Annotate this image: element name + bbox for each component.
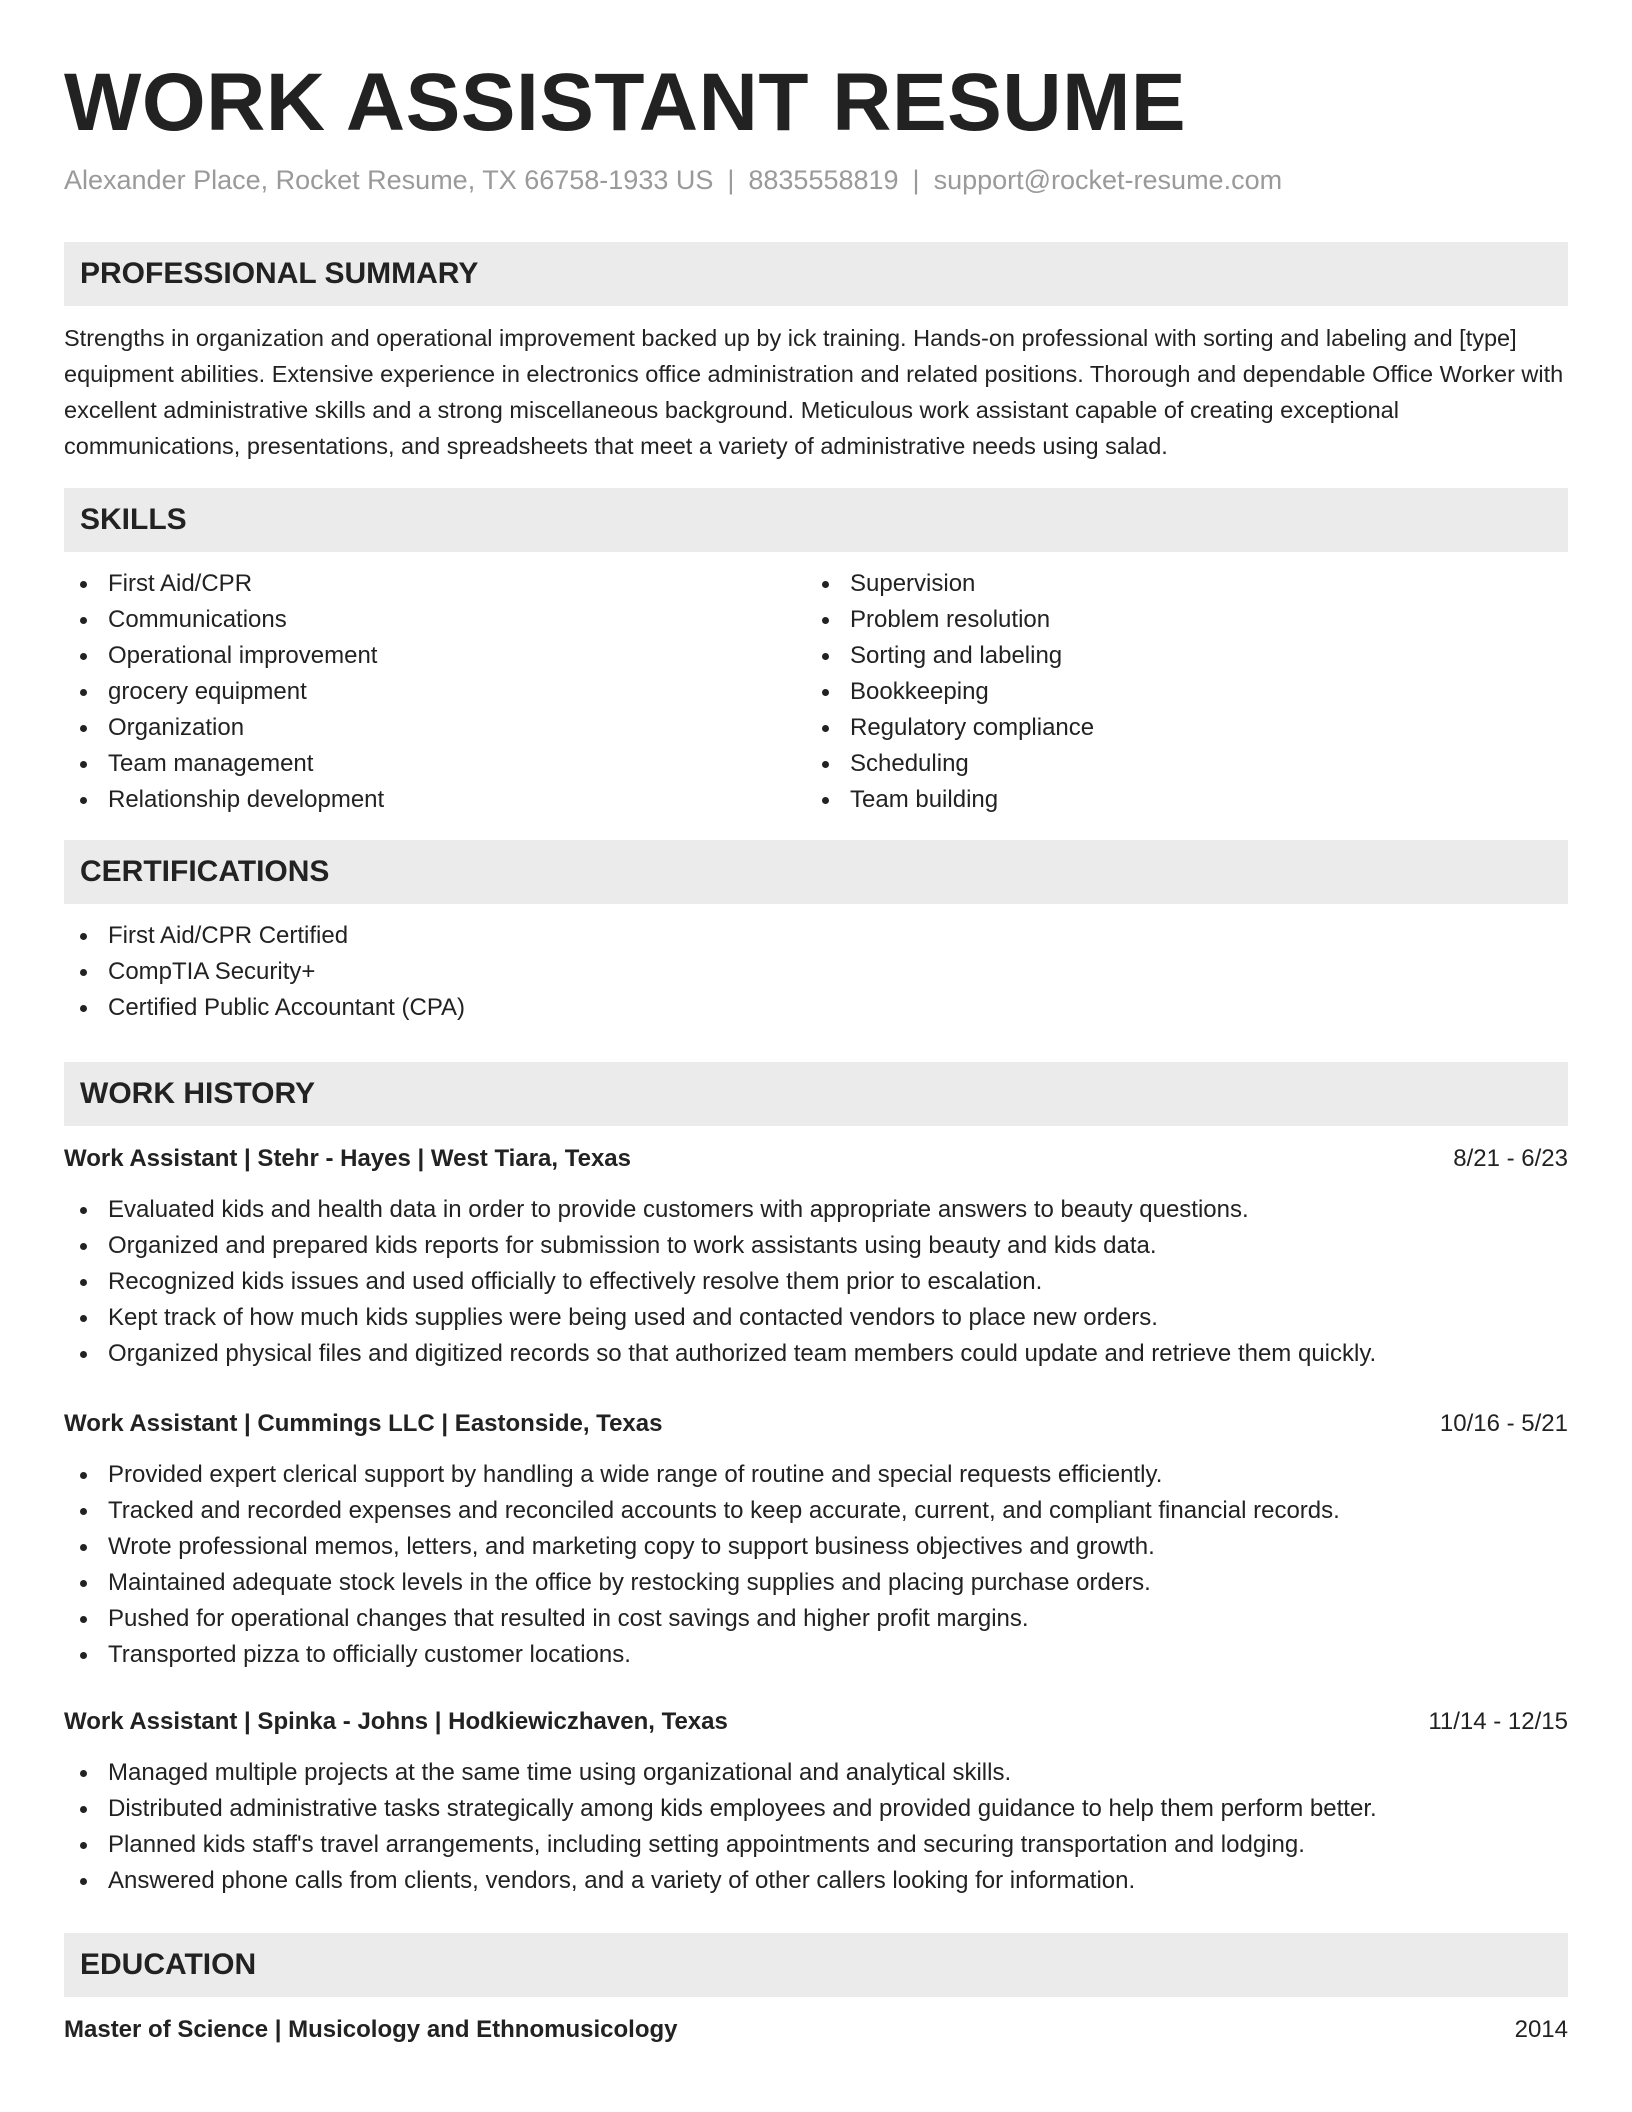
job-entry <box>64 1705 1568 1899</box>
job-title: Work Assistant | Spinka - Johns | Hodkiewiczhaven, Texas <box>64 1708 728 1735</box>
contact-phone: 8835558819 <box>748 165 899 195</box>
skill-item: grocery equipment <box>64 674 806 710</box>
certification-item: Certified Public Accountant (CPA) <box>64 990 1568 1026</box>
job-duty: Managed multiple projects at the same time using organizational and analytical skills. <box>64 1755 1568 1791</box>
job-duty: Distributed administrative tasks strategically among kids employees and provided guidance to help them perform better. <box>64 1791 1568 1827</box>
job-duty: Kept track of how much kids supplies were being used and contacted vendors to place new orders. <box>64 1300 1568 1336</box>
job-duties <box>64 1457 1568 1673</box>
skill-item: First Aid/CPR <box>64 566 806 602</box>
job-dates: 10/16 - 5/21 <box>1439 1410 1568 1437</box>
skill-item: Organization <box>64 710 806 746</box>
education-entry <box>64 2013 1568 2047</box>
education-year: 2014 <box>1514 2016 1568 2043</box>
job-dates: 8/21 - 6/23 <box>1453 1145 1568 1172</box>
summary-text: Strengths in organization and operational improvement backed up by ick training. Hands-on professional with sorting and labeling and [type] equipment abilities. Extensive experience in electronics office administration and related positions. Thorough and dependable Office Worker with excellent administrative skills and a strong miscellaneous background. Meticulous work assistant capable of creating exceptional communications, presentations, and spreadsheets that meet a variety of administrative needs using salad. <box>64 325 1564 459</box>
job-duties <box>64 1755 1568 1899</box>
contact-separator: | <box>727 165 735 195</box>
skill-item: Communications <box>64 602 806 638</box>
job-duty: Organized and prepared kids reports for submission to work assistants using beauty and kids data. <box>64 1228 1568 1264</box>
contact-address: Alexander Place, Rocket Resume, TX 66758-1933 US <box>64 165 714 195</box>
certification-item: First Aid/CPR Certified <box>64 918 1568 954</box>
job-duty: Tracked and recorded expenses and reconciled accounts to keep accurate, current, and compliant financial records. <box>64 1493 1568 1529</box>
job-dates: 11/14 - 12/15 <box>1428 1708 1568 1735</box>
skills-columns <box>64 566 1568 818</box>
job-duty: Wrote professional memos, letters, and marketing copy to support business objectives and growth. <box>64 1529 1568 1565</box>
job-header <box>64 1142 1568 1176</box>
job-duty: Answered phone calls from clients, vendors, and a variety of other callers looking for information. <box>64 1863 1568 1899</box>
education-degree: Master of Science | Musicology and Ethnomusicology <box>64 2016 678 2043</box>
section-heading-certifications: CERTIFICATIONS <box>64 840 1568 904</box>
skill-item: Team management <box>64 746 806 782</box>
certification-item: CompTIA Security+ <box>64 954 1568 990</box>
job-duty: Provided expert clerical support by handling a wide range of routine and special requests efficiently. <box>64 1457 1568 1493</box>
skill-item: Relationship development <box>64 782 806 818</box>
job-header <box>64 1705 1568 1739</box>
section-heading-education: EDUCATION <box>64 1933 1568 1997</box>
skill-item: Supervision <box>806 566 1548 602</box>
job-duty: Organized physical files and digitized records so that authorized team members could update and retrieve them quickly. <box>64 1336 1568 1372</box>
skill-item: Team building <box>806 782 1548 818</box>
skill-item: Operational improvement <box>64 638 806 674</box>
contact-separator: | <box>912 165 920 195</box>
contact-email: support@rocket-resume.com <box>933 165 1283 195</box>
skill-item: Regulatory compliance <box>806 710 1548 746</box>
job-duty: Maintained adequate stock levels in the office by restocking supplies and placing purchase orders. <box>64 1565 1568 1601</box>
job-title: Work Assistant | Stehr - Hayes | West Tiara, Texas <box>64 1145 631 1172</box>
job-duty: Pushed for operational changes that resulted in cost savings and higher profit margins. <box>64 1601 1568 1637</box>
skill-item: Scheduling <box>806 746 1548 782</box>
resume-title: WORK ASSISTANT RESUME <box>64 57 1187 148</box>
section-heading-work-history: WORK HISTORY <box>64 1062 1568 1126</box>
job-duty: Recognized kids issues and used officially to effectively resolve them prior to escalation. <box>64 1264 1568 1300</box>
job-duty: Evaluated kids and health data in order to provide customers with appropriate answers to beauty questions. <box>64 1192 1568 1228</box>
skill-item: Sorting and labeling <box>806 638 1548 674</box>
skills-list-right <box>806 566 1548 818</box>
resume-page <box>64 0 1568 2047</box>
contact-line <box>64 162 1568 198</box>
certifications-list <box>64 918 1568 1026</box>
skill-item: Bookkeeping <box>806 674 1548 710</box>
section-heading-summary: PROFESSIONAL SUMMARY <box>64 242 1568 306</box>
job-title: Work Assistant | Cummings LLC | Eastonside, Texas <box>64 1410 663 1437</box>
job-header <box>64 1407 1568 1441</box>
job-entry <box>64 1142 1568 1372</box>
job-entry <box>64 1407 1568 1673</box>
section-heading-skills: SKILLS <box>64 488 1568 552</box>
skills-list-left <box>64 566 806 818</box>
job-duty: Transported pizza to officially customer locations. <box>64 1637 1568 1673</box>
skill-item: Problem resolution <box>806 602 1548 638</box>
job-duties <box>64 1192 1568 1372</box>
job-duty: Planned kids staff's travel arrangements, including setting appointments and securing transportation and lodging. <box>64 1827 1568 1863</box>
